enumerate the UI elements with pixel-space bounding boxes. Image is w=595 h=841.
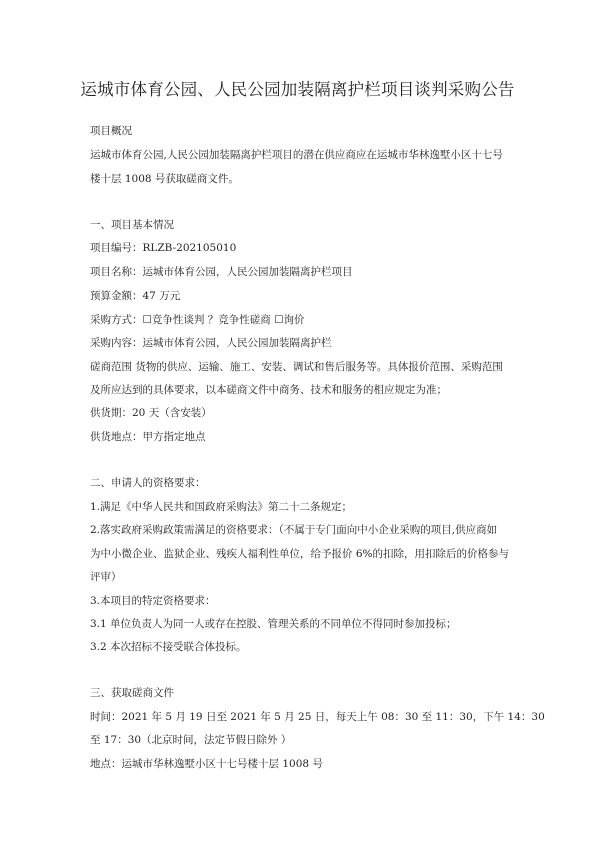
budget-amount: 预算金额：47 万元 bbox=[90, 290, 181, 302]
qualification-item: 评审） bbox=[90, 571, 122, 583]
section-heading-basic-info: 一、项目基本情况 bbox=[90, 219, 174, 231]
overview-text-line: 运城市体育公园,人民公园加装隔离护栏项目的潜在供应商应在运城市华林逸墅小区十七号 bbox=[90, 149, 503, 161]
project-number: 项目编号：RLZB-202105010 bbox=[90, 242, 237, 254]
supply-period: 供货期：20 天（含安装） bbox=[90, 407, 212, 419]
project-name: 项目名称：运城市体育公园，人民公园加装隔离护栏项目 bbox=[90, 266, 353, 278]
obtain-place: 地点：运城市华林逸墅小区十七号楼十层 1008 号 bbox=[90, 758, 323, 770]
obtain-time-line: 时间：2021 年 5 月 19 日至 2021 年 5 月 25 日，每天上午 08：30 至 11：30，下午 14：30 bbox=[90, 711, 545, 723]
qualification-item: 3.本项目的特定资格要求： bbox=[90, 595, 216, 607]
page-title: 运城市体育公园、人民公园加装隔离护栏项目谈判采购公告 bbox=[80, 80, 515, 99]
consultation-scope-line: 及所应达到的具体要求，以本磋商文件中商务、技术和服务的相应规定为准； bbox=[90, 384, 447, 396]
qualification-item: 2.落实政府采购政策需满足的资格要求：（不属于专门面向中小企业采购的项目,供应商如 bbox=[90, 524, 498, 536]
supply-location: 供货地点：甲方指定地点 bbox=[90, 431, 206, 443]
overview-heading: 项目概况 bbox=[90, 125, 132, 137]
section-heading-obtain-documents: 三、获取磋商文件 bbox=[90, 687, 174, 699]
qualification-item: 为中小微企业、监狱企业、残疾人福利性单位，给予报价 6%的扣除，用扣除后的价格参与 bbox=[90, 548, 509, 560]
procurement-content: 采购内容：运城市体育公园，人民公园加装隔离护栏 bbox=[90, 337, 332, 349]
obtain-time-line: 至 17：30（北京时间，法定节假日除外 ） bbox=[90, 734, 292, 746]
section-heading-qualifications: 二、申请人的资格要求： bbox=[90, 477, 206, 489]
qualification-subitem: 3.2 本次招标不接受联合体投标。 bbox=[90, 641, 247, 653]
qualification-item: 1.满足《中华人民共和国政府采购法》第二十二条规定； bbox=[90, 501, 353, 513]
procurement-method: 采购方式：☐竞争性谈判 ？竞争性磋商 ☐询价 bbox=[90, 314, 305, 326]
overview-text-line: 楼十层 1008 号获取磋商文件。 bbox=[90, 173, 239, 185]
consultation-scope-line: 磋商范围 货物的供应、运输、施工、安装、调试和售后服务等。具体报价范围、采购范围 bbox=[90, 361, 503, 373]
qualification-subitem: 3.1 单位负责人为同一人或存在控股、管理关系的不同单位不得同时参加投标； bbox=[90, 618, 457, 630]
